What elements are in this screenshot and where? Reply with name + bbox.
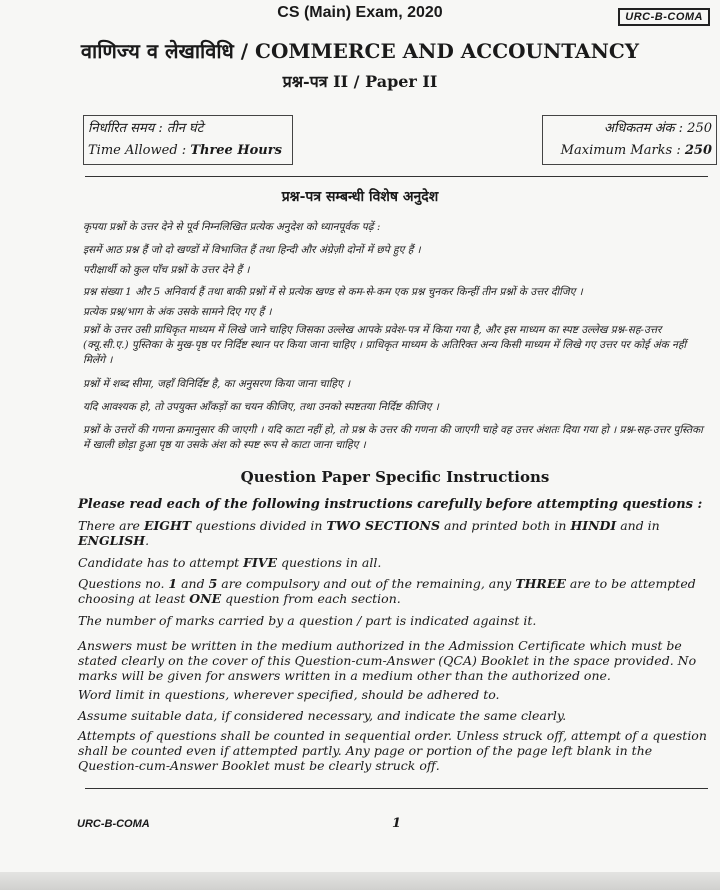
text-run: are to be attempted choosing at least xyxy=(78,576,696,606)
text-run: FIVE xyxy=(243,555,278,570)
instruction-item: Answers must be written in the medium authorized in the Admission Certificate which must be stated clearly on the cover of this Question-cum-Answer (QCA) Booklet in the space provided. No marks will be given for answers written in a medium other than the authorized one. xyxy=(78,638,697,683)
text-run: Candidate has to attempt xyxy=(78,555,244,570)
text-run: THREE xyxy=(515,576,566,591)
text-run: and in xyxy=(616,518,660,533)
text-run: ONE xyxy=(189,591,222,606)
english-instructions-heading: Question Paper Specific Instructions xyxy=(240,468,550,486)
time-allowed-box xyxy=(83,115,293,165)
hindi-line: प्रत्येक प्रश्न/भाग के अंक उसके सामने दिए गए हैं । xyxy=(83,306,272,318)
hindi-line: प्रश्न संख्या 1 और 5 अनिवार्य हैं तथा बाकी प्रश्नों में से प्रत्येक खण्ड से कम-से-कम एक प्रश्न चुनकर किन्हीं तीन प्रश्नों के उत्तर दीजिए । xyxy=(83,286,583,298)
english-lead-instruction: Please read each of the following instructions carefully before attempting questions : xyxy=(78,497,703,512)
max-marks-hindi: अधिकतम अंक : 250 xyxy=(604,121,712,136)
time-allowed-english xyxy=(88,140,288,162)
text-run: questions divided in xyxy=(191,518,327,533)
footer-paper-code: URC-B-COMA xyxy=(77,818,150,830)
text-run: There are xyxy=(78,518,144,533)
max-marks-label: Maximum Marks : xyxy=(560,143,685,158)
scan-bottom-edge xyxy=(0,872,720,890)
text-run: Questions no. xyxy=(78,576,169,591)
maximum-marks-box xyxy=(542,115,717,165)
hindi-line: कृपया प्रश्नों के उत्तर देने से पूर्व निम्नलिखित प्रत्येक अनुदेश को ध्यानपूर्वक पढ़ें : xyxy=(83,221,381,233)
text-run: question from each section. xyxy=(221,591,401,606)
instruction-item: Attempts of questions shall be counted in sequential order. Unless struck off, attempt of a question shall be counted even if attempted partly. Any page or portion of the page left blank in the Question-cum-Answer Booklet must be clearly struck off. xyxy=(78,728,707,773)
time-allowed-label: Time Allowed : xyxy=(88,143,191,158)
text-run: and printed both in xyxy=(439,518,571,533)
text-run: ENGLISH xyxy=(78,533,146,548)
page-number: 1 xyxy=(392,816,402,831)
hindi-line: परीक्षार्थी को कुल पाँच प्रश्नों के उत्तर देने हैं । xyxy=(83,264,250,276)
instruction-item: Word limit in questions, wherever specified, should be adhered to. xyxy=(78,687,500,702)
text-run: 1 xyxy=(168,576,178,591)
hindi-line: प्रश्नों के उत्तरों की गणना क्रमानुसार की जाएगी । यदि काटा नहीं हो, तो प्रश्न के उत्तर की गणना की जाएगी चाहे वह उत्तर अंशतः दिया गया हो । प्रश्न-सह-उत्तर पुस्तिका में खाली छोड़ा हुआ पृष्ठ या उसके अंश को स्पष्ट रूप से काटा जाना चाहिए । xyxy=(83,424,703,451)
text-run: TWO SECTIONS xyxy=(326,518,440,533)
max-marks-value: 250 xyxy=(684,143,712,158)
text-run: EIGHT xyxy=(143,518,192,533)
hindi-line: प्रश्नों के उत्तर उसी प्राधिकृत माध्यम में लिखे जाने चाहिए जिसका उल्लेख आपके प्रवेश-पत्र में किया गया है, और इस माध्यम का स्पष्ट उल्लेख प्रश्न-सह-उत्तर (क्यू.सी.ए.) पुस्तिका के मुख-पृष्ठ पर निर्दिष्ट स्थान पर किया जाना चाहिए । प्राधिकृत माध्यम के अतिरिक्त अन्य किसी माध्यम में लिखे गए उत्तर पर कोई अंक नहीं मिलेंगे । xyxy=(83,324,687,366)
instruction-item xyxy=(78,518,708,548)
time-allowed-value: Three Hours xyxy=(190,143,282,158)
exam-title: CS (Main) Exam, 2020 xyxy=(277,4,443,21)
instruction-item: Assume suitable data, if considered necessary, and indicate the same clearly. xyxy=(78,708,567,723)
hindi-instructions-heading: प्रश्न-पत्र सम्बन्धी विशेष अनुदेश xyxy=(281,189,439,205)
header-divider xyxy=(85,176,708,177)
hindi-line: यदि आवश्यक हो, तो उपयुक्त आँकड़ों का चयन कीजिए, तथा उनको स्पष्टतया निर्दिष्ट कीजिए । xyxy=(83,401,439,413)
time-allowed-hindi: निर्धारित समय : तीन घंटे xyxy=(88,121,204,136)
text-run: HINDI xyxy=(570,518,617,533)
instruction-item xyxy=(78,555,708,570)
footer-divider xyxy=(85,788,708,789)
paper-code-box: URC-B-COMA xyxy=(618,8,710,26)
paper-number: प्रश्न-पत्र II / Paper II xyxy=(282,72,438,91)
instruction-item xyxy=(78,576,708,606)
text-run: are compulsory and out of the remaining, any xyxy=(217,576,516,591)
instruction-item: The number of marks carried by a question / part is indicated against it. xyxy=(78,613,537,628)
text-run: . xyxy=(145,533,150,548)
hindi-line: इसमें आठ प्रश्न हैं जो दो खण्डों में विभाजित हैं तथा हिन्दी और अंग्रेज़ी दोनों में छपे हुए हैं । xyxy=(83,244,421,256)
hindi-line: प्रश्नों में शब्द सीमा, जहाँ विनिर्दिष्ट है, का अनुसरण किया जाना चाहिए । xyxy=(83,378,351,390)
text-run: 5 xyxy=(208,576,218,591)
max-marks-english xyxy=(547,140,712,162)
text-run: questions in all. xyxy=(277,555,382,570)
subject-title: वाणिज्य व लेखाविधि / COMMERCE AND ACCOUNTANCY xyxy=(80,39,640,63)
text-run: and xyxy=(177,576,209,591)
